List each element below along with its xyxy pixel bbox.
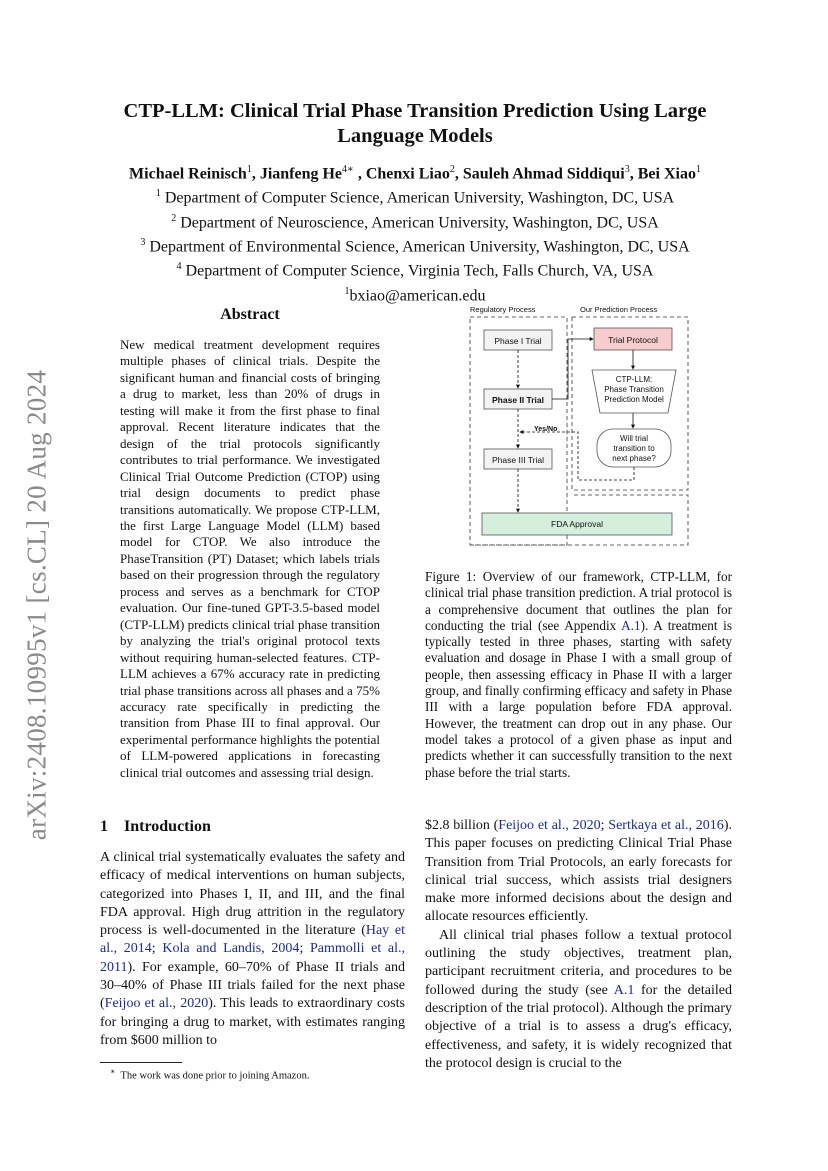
introduction-right-column <box>425 817 732 1073</box>
author-block <box>90 160 740 306</box>
arxiv-sidebar <box>14 360 60 850</box>
question-line1: Will trial <box>620 434 648 443</box>
affiliation-sup: 4 <box>176 261 182 273</box>
author-list: Michael Reinisch$^1$, Jianfeng $He^{4∗}$ , Chenxi Liao$^2$, Sauleh Ahmad Siddiqui$^3$, Bei Xiao$^1$ <box>129 164 701 183</box>
model-label-line1: CTP-LLM: <box>615 375 653 384</box>
footnote-text: The work was done prior to joining Amazon. <box>120 1070 310 1082</box>
prediction-process-label: Our Prediction Process <box>580 305 658 314</box>
question-line3: next phase? <box>612 454 656 463</box>
citation-link[interactable]: Hay et al., 2014 <box>100 923 405 957</box>
author-sup: 4∗ <box>342 164 354 175</box>
model-label-line3: Prediction Model <box>604 395 664 404</box>
figure-1-diagram <box>462 300 692 555</box>
author-sup: 1 <box>246 164 252 175</box>
footnote-mark: ∗ <box>110 1067 116 1076</box>
author-sup: 3 <box>624 164 630 175</box>
intro-paragraph-2 <box>425 927 732 1073</box>
text-run: ). This paper focuses on predicting Clinical Trial Phase Transition from Trial Protocols, an early forecasts for clinical trial success, which assists trial designers make more informed decisions about the design and allocate resources efficiently. <box>425 818 732 925</box>
arxiv-identifier: arXiv:2408.10995v1 [cs.CL] 20 Aug 2024 <box>21 369 52 841</box>
author-sup: 1 <box>695 164 701 175</box>
text-run: ). For example, 60–70% of Phase II trials and 30–40% of Phase III trials failed for the next phase ( <box>100 959 405 1012</box>
author-name: Chenxi Liao <box>365 165 450 183</box>
abstract-body: New medical treatment development requires multiple phases of clinical trials. Despite the significant human and financial costs of bringing a drug to market, less than 20% of drugs in testing will make it from the first phase to final approval. Recent literature indicates that the design of the trial protocols significantly contributes to trial performance. We investigated Clinical Trial Outcome Prediction (CTOP) using trial design documents to predict phase transitions automatically. We propose CTP-LLM, the first Large Language Model (LLM) based model for CTOP. We also introduce the PhaseTransition (PT) Dataset; which labels trials based on their progression through the regulatory process and serves as a benchmark for CTOP evaluation. Our fine-tuned GPT-3.5-based model (CTP-LLM) predicts clinical trial phase transition by analyzing the trial's original protocol texts without requiring human-selected features. CTP-LLM achieves a 67% accuracy rate in predicting trial phase transitions across all phases and a 75% accuracy rate specifically in predicting the transition from Phase III to final approval. Our experimental performance highlights the potential of LLM-powered applications in forecasting clinical trial outcomes and assessing trial design. <box>120 337 380 780</box>
arrow-phase2-protocol <box>552 339 593 399</box>
citation-link[interactable]: Sertkaya et al., 2016 <box>608 818 724 833</box>
affiliation-sup: 2 <box>171 212 177 224</box>
phase-1-label: Phase I Trial <box>494 336 542 346</box>
email-address: bxiao@american.edu <box>349 286 486 304</box>
text-run: All clinical trial phases follow a textual protocol outlining the study objectives, treatment plan, participant recruitment criteria, and procedures to be followed during the study (see <box>425 927 732 998</box>
fda-approval-label: FDA Approval <box>551 519 603 529</box>
affiliation <box>90 209 740 233</box>
section-title: Introduction <box>124 818 211 835</box>
citation-link[interactable]: Pammolli et al., 2011 <box>100 941 406 975</box>
abstract-heading: Abstract <box>220 306 280 323</box>
author-sup: 2 <box>449 164 455 175</box>
affiliation-text: Department of Computer Science, American University, Washington, DC, USA <box>164 189 675 207</box>
caption-label: Figure 1: <box>425 569 477 584</box>
intro-paragraph-1: A clinical trial systematically evaluates the safety and efficacy of medical interventions on human subjects, categorized into Phases I, II, and III, and the final FDA approval. High drug attrition in the regulatory process is well-documented in the literature (Hay et al., 2014; Kola and Landis, 2004; Pammolli et al., 2011). For example, 60–70% of Phase II trials and 30–40% of Phase III trials failed for the next phase (Feijoo et al., 2020). This leads to extraordinary costs for bringing a drug to market, with estimates ranging from $600 million to <box>100 850 406 1048</box>
email-sup: 1 <box>344 285 350 297</box>
author-name: Michael Reinisch <box>129 165 247 183</box>
affiliation-text: Department of Environmental Science, American University, Washington, DC, USA <box>149 238 690 256</box>
affiliation-sup: 3 <box>140 236 146 248</box>
appendix-link[interactable]: A.1 <box>621 617 641 633</box>
caption-text-cont: ). A treatment is typically tested in three phases, starting with safety evaluation and dosage in Phase I with a small group of people, then assessing efficacy in Phase II with a larger group, and finally confirming efficacy and safety in Phase III with a large population before FDA approval. However, the treatment can drop out in any phase. Our model takes a protocol of a given phase as input and predicts whether it can successfully transition to the next phase before the trial starts. <box>425 617 732 780</box>
caption-text: Overview of our framework, CTP-LLM, for clinical trial phase transition prediction. A trial protocol is a comprehensive document that outlines the plan for conducting the trial (see Appendix <box>425 569 732 633</box>
phase-3-label: Phase III Trial <box>492 455 544 465</box>
citation-link[interactable]: Kola and Landis, 2004 <box>162 941 300 957</box>
phase-2-label: Phase II Trial <box>492 395 544 405</box>
text-run: for the detailed description of the trial protocol). Although the primary objective of a trial is to assess a drug's efficacy, effectiveness, and safety, it is widely recognized that the protocol design is crucial to the <box>425 982 732 1071</box>
footnote-rule <box>100 1062 182 1063</box>
paper-title: CTP-LLM: Clinical Trial Phase Transition Prediction Using Large Language Models <box>123 100 707 147</box>
figure-1-caption <box>425 569 732 781</box>
footnote <box>110 1065 410 1084</box>
citation-link[interactable]: Feijoo et al., 2020 <box>104 996 209 1012</box>
trial-protocol-label: Trial Protocol <box>608 335 658 345</box>
text-run: ). This leads to extraordinary costs for bringing a drug to market, with estimates ranging from $600 million to <box>100 996 405 1048</box>
regulatory-process-label: Regulatory Process <box>470 305 536 314</box>
author-name: Sauleh Ahmad Siddiqui <box>462 165 625 183</box>
section-number: 1 <box>100 818 108 835</box>
affiliation-sup: 1 <box>155 188 161 200</box>
affiliation-text: Department of Neuroscience, American University, Washington, DC, USA <box>180 213 659 231</box>
appendix-link[interactable]: A.1 <box>613 982 635 998</box>
section-heading-introduction <box>100 818 400 836</box>
introduction-left-column <box>100 849 405 1050</box>
author-name: Jianfeng He <box>259 165 343 183</box>
affiliation-text: Department of Computer Science, Virginia Tech, Falls Church, VA, USA <box>185 262 654 280</box>
affiliation <box>90 257 740 281</box>
question-line2: transition to <box>613 444 655 453</box>
author-name: Bei Xiao <box>637 165 696 183</box>
text-run: $2.8 billion ( <box>425 818 499 833</box>
text-run: A clinical trial systematically evaluates the safety and efficacy of medical interventions on human subjects, categorized into Phases I, II, and III, and the final FDA approval. High drug attrition in the regulatory process is well-documented in the literature ( <box>100 850 405 939</box>
citation-link[interactable]: Feijoo et al., 2020 <box>498 818 601 833</box>
model-label-line2: Phase Transition <box>604 385 664 394</box>
affiliation <box>90 233 740 257</box>
yes-no-label: Yes/No <box>534 426 558 433</box>
intro-paragraph-1-continued: $2.8 billion (Feijoo et al., 2020; Sertkaya et al., 2016). This paper focuses on predicting Clinical Trial Phase Transition from Trial Protocols, an early forecasts for clinical trial success, which assists trial designers make more informed decisions about the design and allocate resources efficiently. <box>425 818 732 925</box>
affiliation <box>90 184 740 208</box>
